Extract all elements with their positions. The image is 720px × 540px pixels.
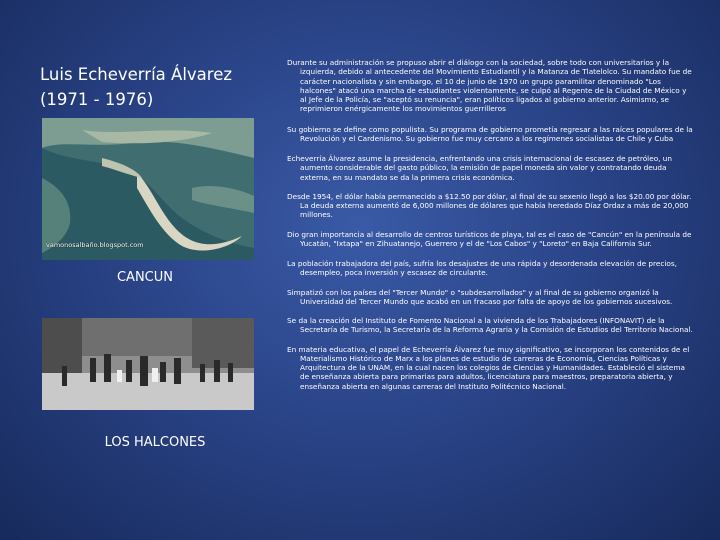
halcones-street-image — [42, 318, 254, 410]
paragraph: Desde 1954, el dólar había permanecido a $12.50 por dólar, al final de su sexenio llegó a los $20.00 por dólar. La deuda externa aumentó de 6,000 millones de dólares que había heredado Díaz Ordaz a más de 20,000 millones. — [287, 191, 692, 220]
halcones-caption: LOS HALCONES — [104, 435, 206, 450]
slide-body-text — [287, 58, 695, 401]
halcones-photo — [42, 318, 254, 410]
title-name: Luis Echeverría Álvarez — [40, 65, 233, 84]
cancun-aerial-photo — [42, 118, 254, 260]
paragraph: En materia educativa, el papel de Echeverría Álvarez fue muy significativo, se incorporan los contenidos de el Materialismo Histórico de Marx a los planes de estudio de carreras de Economía, Ciencias Políticas y Arquitectura de la UNAM, en la cual nacen los colegios de Ciencias y Humanidades. Estableció el sistema de enseñanza abierta para primarias para adultos, licenciatura para maestros, preparatoria abierta, y enseñanza abierta en algunas carreras del Instituto Politécnico Nacional. — [287, 344, 690, 391]
slide-title — [40, 62, 250, 112]
paragraph: Echeverría Álvarez asume la presidencia, enfrentando una crisis internacional de escasez de petróleo, un aumento considerable del gasto público, la emisión de papel moneda sin valor y contratando deuda externa, en su mandato se da la primera crisis económica. — [287, 154, 673, 182]
paragraph: Dio gran importancia al desarrollo de centros turísticos de playa, tal es el caso de "Cancún" en la península de Yucatán, "Ixtapa" en Zihuatanejo, Guerrero y el de "Los Cabos" y "Loreto" en Baja California Sur. — [287, 229, 692, 248]
cancun-caption: CANCUN — [116, 270, 173, 285]
paragraph: Simpatizó con los países del "Tercer Mundo" o "subdesarrollados" y al final de su gobierno organizó la Universidad del Tercer Mundo que acabó en un fracaso por falta de apoyo de los gobiernos sucesivos. — [287, 287, 673, 306]
paragraph: La población trabajadora del país, sufría los desajustes de una rápida y desordenada elevación de precios, desempleo, poca inversión y escasez de circulante. — [287, 259, 677, 278]
photo-watermark: vamonosalbaño.blogspot.com — [46, 241, 144, 249]
paragraph: Durante su administración se propuso abrir el diálogo con la sociedad, sobre todo con universitarios y la izquierda, debido al antecedente del Movimiento Estudiantil y la Matanza de Tlatelolco. Su mandato fue de carácter nacionalista y sin embargo, el 10 de junio de 1970 un grupo paramilitar denominado "Los halcones" atacó una marcha de estudiantes violentamente, se culpó al Regente de la Ciudad de México y al Jefe de la Policía, se "aceptó su renuncia", eran políticos ligados al gobierno anterior. Asimismo, se reprimieron enérgicamente los movimientos guerrilleros — [287, 58, 692, 114]
title-years: (1971 - 1976) — [40, 90, 154, 109]
paragraph: Su gobierno se define como populista. Su programa de gobierno prometía regresar a las raíces populares de la Revolución y el Cardenismo. Su gobierno fue muy cercano a los regímenes socialistas de Chile y Cuba — [287, 124, 693, 143]
paragraph: Se da la creación del Instituto de Fomento Nacional a la vivienda de los Trabajadores (INFONAVIT) de la Secretaría de Turismo, la Secretaría de la Reforma Agraria y la Comisión de Estudios del Territorio Nacional. — [287, 316, 693, 335]
cancun-aerial-image — [42, 118, 254, 260]
